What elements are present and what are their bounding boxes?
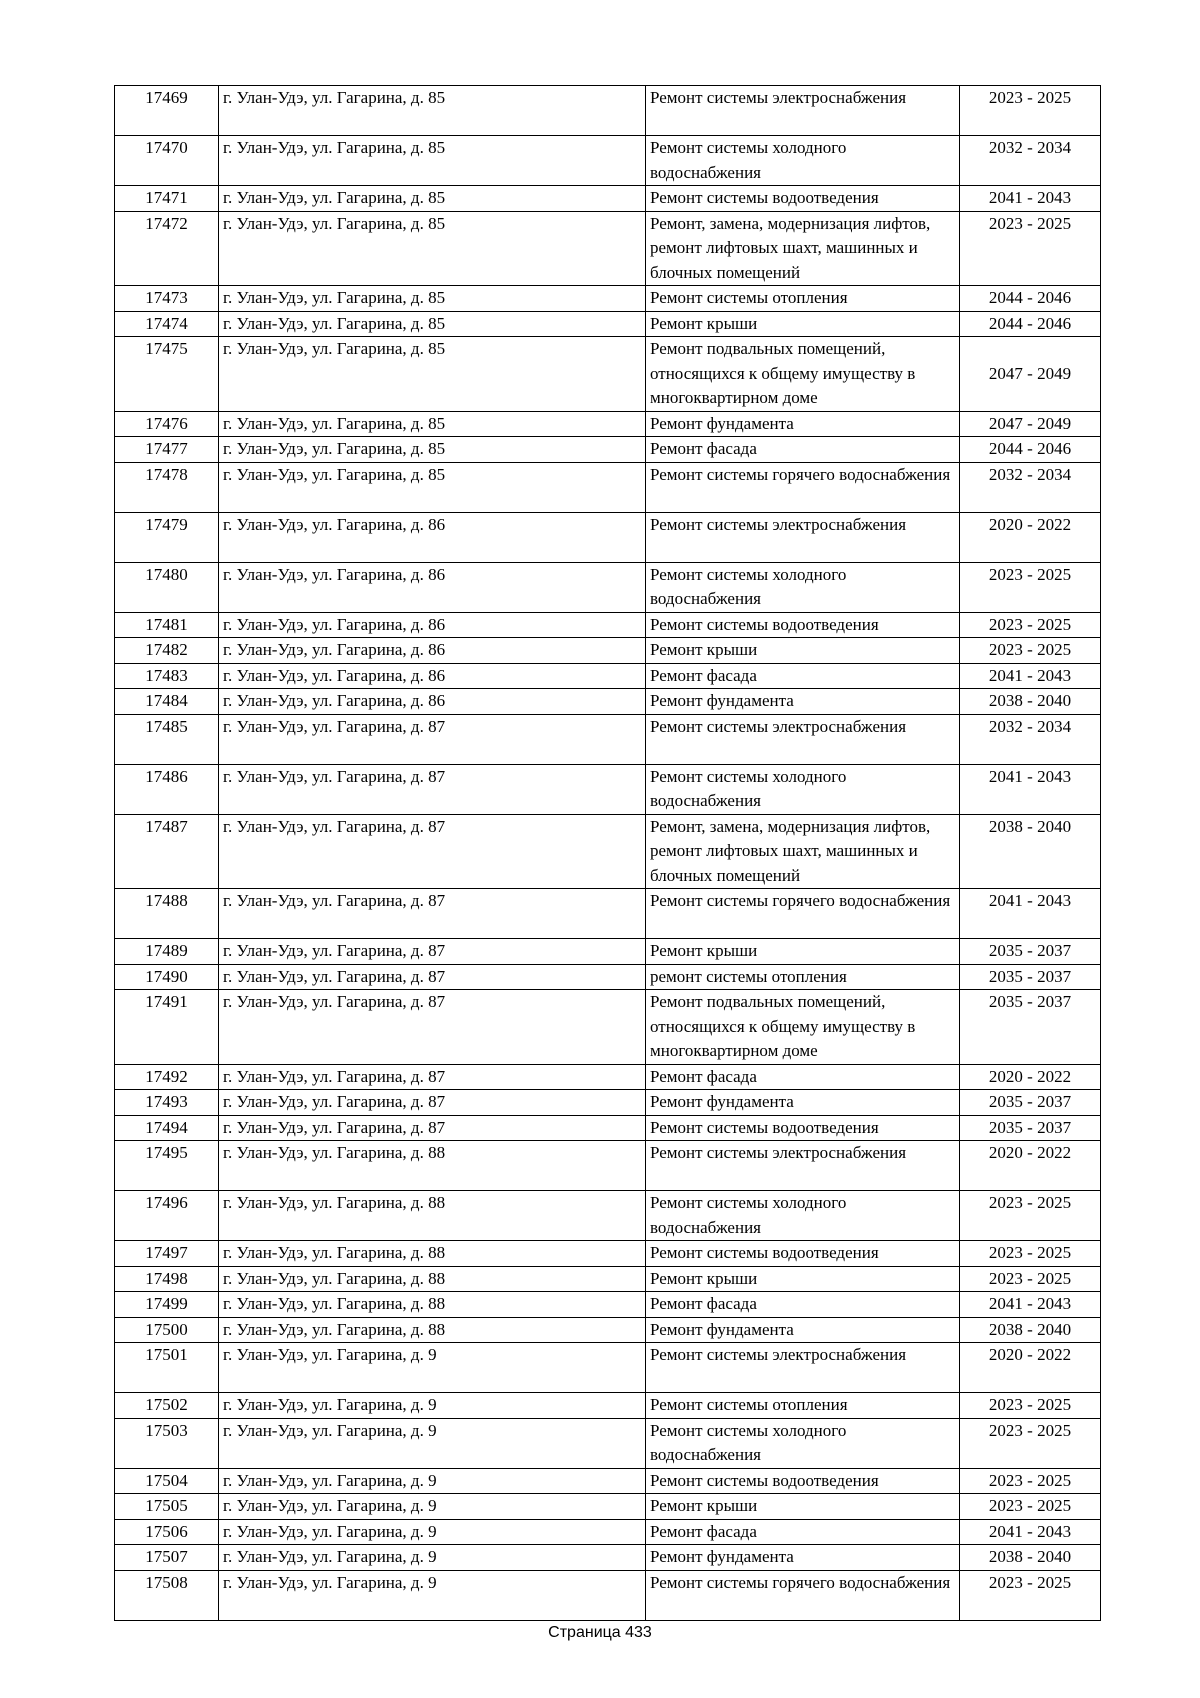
years-cell: 2038 - 2040 <box>960 814 1101 889</box>
work-type-cell: Ремонт системы водоотведения <box>646 1468 960 1494</box>
address-cell: г. Улан-Удэ, ул. Гагарина, д. 85 <box>219 411 646 437</box>
years-cell: 2020 - 2022 <box>960 512 1101 562</box>
work-type-cell: Ремонт фасада <box>646 437 960 463</box>
work-type-cell: Ремонт фундамента <box>646 411 960 437</box>
row-number-cell: 17483 <box>115 663 219 689</box>
row-number-cell: 17478 <box>115 462 219 512</box>
work-type-cell: Ремонт крыши <box>646 939 960 965</box>
table-row <box>115 814 1101 889</box>
years-cell: 2023 - 2025 <box>960 638 1101 664</box>
years-cell: 2035 - 2037 <box>960 964 1101 990</box>
address-cell: г. Улан-Удэ, ул. Гагарина, д. 88 <box>219 1292 646 1318</box>
address-cell: г. Улан-Удэ, ул. Гагарина, д. 85 <box>219 462 646 512</box>
address-cell: г. Улан-Удэ, ул. Гагарина, д. 87 <box>219 889 646 939</box>
address-cell: г. Улан-Удэ, ул. Гагарина, д. 9 <box>219 1494 646 1520</box>
years-cell: 2023 - 2025 <box>960 562 1101 612</box>
address-cell: г. Улан-Удэ, ул. Гагарина, д. 88 <box>219 1317 646 1343</box>
row-number-cell: 17487 <box>115 814 219 889</box>
row-number-cell: 17473 <box>115 286 219 312</box>
table-row <box>115 764 1101 814</box>
table-row <box>115 964 1101 990</box>
row-number-cell: 17494 <box>115 1115 219 1141</box>
row-number-cell: 17498 <box>115 1266 219 1292</box>
row-number-cell: 17471 <box>115 186 219 212</box>
years-cell: 2041 - 2043 <box>960 764 1101 814</box>
table-row <box>115 612 1101 638</box>
address-cell: г. Улан-Удэ, ул. Гагарина, д. 87 <box>219 814 646 889</box>
work-type-cell: Ремонт подвальных помещений, относящихся к общему имуществу в многоквартирном доме <box>646 990 960 1065</box>
years-cell: 2023 - 2025 <box>960 1494 1101 1520</box>
work-type-cell: Ремонт системы электроснабжения <box>646 86 960 136</box>
table-row <box>115 1545 1101 1571</box>
years-cell: 2020 - 2022 <box>960 1064 1101 1090</box>
table-body <box>115 86 1101 1621</box>
years-cell: 2023 - 2025 <box>960 86 1101 136</box>
row-number-cell: 17472 <box>115 211 219 286</box>
work-type-cell: Ремонт системы горячего водоснабжения <box>646 462 960 512</box>
years-cell: 2038 - 2040 <box>960 689 1101 715</box>
row-number-cell: 17485 <box>115 714 219 764</box>
address-cell: г. Улан-Удэ, ул. Гагарина, д. 9 <box>219 1343 646 1393</box>
row-number-cell: 17502 <box>115 1393 219 1419</box>
table-row <box>115 211 1101 286</box>
address-cell: г. Улан-Удэ, ул. Гагарина, д. 88 <box>219 1266 646 1292</box>
row-number-cell: 17469 <box>115 86 219 136</box>
row-number-cell: 17481 <box>115 612 219 638</box>
address-cell: г. Улан-Удэ, ул. Гагарина, д. 87 <box>219 964 646 990</box>
years-cell: 2023 - 2025 <box>960 1266 1101 1292</box>
address-cell: г. Улан-Удэ, ул. Гагарина, д. 9 <box>219 1393 646 1419</box>
work-type-cell: Ремонт системы холодного водоснабжения <box>646 1418 960 1468</box>
work-type-cell: Ремонт, замена, модернизация лифтов, ремонт лифтовых шахт, машинных и блочных помещений <box>646 814 960 889</box>
years-cell: 2023 - 2025 <box>960 1570 1101 1620</box>
table-row <box>115 512 1101 562</box>
row-number-cell: 17490 <box>115 964 219 990</box>
address-cell: г. Улан-Удэ, ул. Гагарина, д. 9 <box>219 1519 646 1545</box>
work-type-cell: Ремонт, замена, модернизация лифтов, ремонт лифтовых шахт, машинных и блочных помещений <box>646 211 960 286</box>
address-cell: г. Улан-Удэ, ул. Гагарина, д. 85 <box>219 86 646 136</box>
capital-repair-table <box>114 85 1101 1621</box>
work-type-cell: Ремонт фундамента <box>646 1317 960 1343</box>
work-type-cell: Ремонт системы холодного водоснабжения <box>646 562 960 612</box>
work-type-cell: Ремонт системы отопления <box>646 286 960 312</box>
table-row <box>115 714 1101 764</box>
table-row <box>115 286 1101 312</box>
table-row <box>115 1494 1101 1520</box>
work-type-cell: Ремонт системы холодного водоснабжения <box>646 764 960 814</box>
years-cell: 2032 - 2034 <box>960 714 1101 764</box>
table-row <box>115 1266 1101 1292</box>
work-type-cell: Ремонт крыши <box>646 1266 960 1292</box>
row-number-cell: 17480 <box>115 562 219 612</box>
address-cell: г. Улан-Удэ, ул. Гагарина, д. 85 <box>219 211 646 286</box>
table-row <box>115 939 1101 965</box>
table-row <box>115 1141 1101 1191</box>
address-cell: г. Улан-Удэ, ул. Гагарина, д. 85 <box>219 186 646 212</box>
work-type-cell: Ремонт фундамента <box>646 1545 960 1571</box>
work-type-cell: Ремонт системы горячего водоснабжения <box>646 889 960 939</box>
row-number-cell: 17508 <box>115 1570 219 1620</box>
work-type-cell: Ремонт системы горячего водоснабжения <box>646 1570 960 1620</box>
work-type-cell: Ремонт системы холодного водоснабжения <box>646 1191 960 1241</box>
row-number-cell: 17497 <box>115 1241 219 1267</box>
row-number-cell: 17486 <box>115 764 219 814</box>
years-cell: 2047 - 2049 <box>960 337 1101 412</box>
row-number-cell: 17470 <box>115 136 219 186</box>
work-type-cell: Ремонт фундамента <box>646 689 960 715</box>
years-cell: 2023 - 2025 <box>960 1191 1101 1241</box>
table-row <box>115 437 1101 463</box>
work-type-cell: Ремонт системы отопления <box>646 1393 960 1419</box>
work-type-cell: Ремонт крыши <box>646 1494 960 1520</box>
address-cell: г. Улан-Удэ, ул. Гагарина, д. 86 <box>219 562 646 612</box>
work-type-cell: Ремонт фасада <box>646 663 960 689</box>
address-cell: г. Улан-Удэ, ул. Гагарина, д. 85 <box>219 337 646 412</box>
work-type-cell: Ремонт системы водоотведения <box>646 1241 960 1267</box>
address-cell: г. Улан-Удэ, ул. Гагарина, д. 86 <box>219 689 646 715</box>
table-row <box>115 1115 1101 1141</box>
address-cell: г. Улан-Удэ, ул. Гагарина, д. 85 <box>219 136 646 186</box>
table-row <box>115 1519 1101 1545</box>
table-row <box>115 689 1101 715</box>
address-cell: г. Улан-Удэ, ул. Гагарина, д. 87 <box>219 1090 646 1116</box>
row-number-cell: 17474 <box>115 311 219 337</box>
row-number-cell: 17479 <box>115 512 219 562</box>
row-number-cell: 17475 <box>115 337 219 412</box>
table-row <box>115 411 1101 437</box>
row-number-cell: 17506 <box>115 1519 219 1545</box>
table-row <box>115 1393 1101 1419</box>
work-type-cell: Ремонт системы водоотведения <box>646 1115 960 1141</box>
row-number-cell: 17499 <box>115 1292 219 1318</box>
years-cell: 2035 - 2037 <box>960 990 1101 1065</box>
table-row <box>115 136 1101 186</box>
table-row <box>115 562 1101 612</box>
years-cell: 2023 - 2025 <box>960 1241 1101 1267</box>
work-type-cell: Ремонт фундамента <box>646 1090 960 1116</box>
years-cell: 2041 - 2043 <box>960 1519 1101 1545</box>
years-cell: 2041 - 2043 <box>960 889 1101 939</box>
address-cell: г. Улан-Удэ, ул. Гагарина, д. 87 <box>219 990 646 1065</box>
table-row <box>115 990 1101 1065</box>
table-row <box>115 462 1101 512</box>
row-number-cell: 17476 <box>115 411 219 437</box>
years-cell: 2032 - 2034 <box>960 462 1101 512</box>
table-row <box>115 1418 1101 1468</box>
work-type-cell: Ремонт крыши <box>646 638 960 664</box>
work-type-cell: Ремонт подвальных помещений, относящихся к общему имуществу в многоквартирном доме <box>646 337 960 412</box>
years-cell: 2023 - 2025 <box>960 1418 1101 1468</box>
address-cell: г. Улан-Удэ, ул. Гагарина, д. 88 <box>219 1241 646 1267</box>
row-number-cell: 17489 <box>115 939 219 965</box>
row-number-cell: 17488 <box>115 889 219 939</box>
years-cell: 2044 - 2046 <box>960 437 1101 463</box>
row-number-cell: 17501 <box>115 1343 219 1393</box>
table-row <box>115 311 1101 337</box>
table-row <box>115 1090 1101 1116</box>
years-cell: 2020 - 2022 <box>960 1141 1101 1191</box>
page-number: Страница 433 <box>548 1624 652 1641</box>
work-type-cell: Ремонт фасада <box>646 1292 960 1318</box>
address-cell: г. Улан-Удэ, ул. Гагарина, д. 86 <box>219 663 646 689</box>
address-cell: г. Улан-Удэ, ул. Гагарина, д. 86 <box>219 512 646 562</box>
address-cell: г. Улан-Удэ, ул. Гагарина, д. 86 <box>219 638 646 664</box>
address-cell: г. Улан-Удэ, ул. Гагарина, д. 88 <box>219 1191 646 1241</box>
years-cell: 2044 - 2046 <box>960 286 1101 312</box>
years-cell: 2032 - 2034 <box>960 136 1101 186</box>
table-row <box>115 1292 1101 1318</box>
table-row <box>115 1317 1101 1343</box>
row-number-cell: 17477 <box>115 437 219 463</box>
row-number-cell: 17504 <box>115 1468 219 1494</box>
table-row <box>115 1191 1101 1241</box>
table-row <box>115 337 1101 412</box>
work-type-cell: Ремонт системы электроснабжения <box>646 1343 960 1393</box>
years-cell: 2023 - 2025 <box>960 1393 1101 1419</box>
address-cell: г. Улан-Удэ, ул. Гагарина, д. 9 <box>219 1545 646 1571</box>
table-row <box>115 1468 1101 1494</box>
address-cell: г. Улан-Удэ, ул. Гагарина, д. 87 <box>219 1115 646 1141</box>
table-row <box>115 889 1101 939</box>
address-cell: г. Улан-Удэ, ул. Гагарина, д. 85 <box>219 437 646 463</box>
work-type-cell: ремонт системы отопления <box>646 964 960 990</box>
years-cell: 2041 - 2043 <box>960 663 1101 689</box>
row-number-cell: 17495 <box>115 1141 219 1191</box>
work-type-cell: Ремонт фасада <box>646 1519 960 1545</box>
row-number-cell: 17482 <box>115 638 219 664</box>
table-row <box>115 86 1101 136</box>
row-number-cell: 17507 <box>115 1545 219 1571</box>
table-row <box>115 1343 1101 1393</box>
years-cell: 2035 - 2037 <box>960 939 1101 965</box>
row-number-cell: 17492 <box>115 1064 219 1090</box>
years-cell: 2041 - 2043 <box>960 1292 1101 1318</box>
work-type-cell: Ремонт системы электроснабжения <box>646 714 960 764</box>
work-type-cell: Ремонт системы водоотведения <box>646 612 960 638</box>
table-row <box>115 638 1101 664</box>
table-row <box>115 186 1101 212</box>
address-cell: г. Улан-Удэ, ул. Гагарина, д. 87 <box>219 939 646 965</box>
years-cell: 2023 - 2025 <box>960 211 1101 286</box>
address-cell: г. Улан-Удэ, ул. Гагарина, д. 85 <box>219 311 646 337</box>
address-cell: г. Улан-Удэ, ул. Гагарина, д. 87 <box>219 764 646 814</box>
address-cell: г. Улан-Удэ, ул. Гагарина, д. 9 <box>219 1418 646 1468</box>
address-cell: г. Улан-Удэ, ул. Гагарина, д. 9 <box>219 1468 646 1494</box>
years-cell: 2023 - 2025 <box>960 1468 1101 1494</box>
row-number-cell: 17503 <box>115 1418 219 1468</box>
years-cell: 2035 - 2037 <box>960 1115 1101 1141</box>
years-cell: 2041 - 2043 <box>960 186 1101 212</box>
table-row <box>115 1064 1101 1090</box>
work-type-cell: Ремонт системы электроснабжения <box>646 512 960 562</box>
work-type-cell: Ремонт фасада <box>646 1064 960 1090</box>
work-type-cell: Ремонт системы холодного водоснабжения <box>646 136 960 186</box>
address-cell: г. Улан-Удэ, ул. Гагарина, д. 85 <box>219 286 646 312</box>
years-cell: 2023 - 2025 <box>960 612 1101 638</box>
row-number-cell: 17491 <box>115 990 219 1065</box>
years-cell: 2035 - 2037 <box>960 1090 1101 1116</box>
years-cell: 2038 - 2040 <box>960 1545 1101 1571</box>
work-type-cell: Ремонт системы водоотведения <box>646 186 960 212</box>
table-row <box>115 663 1101 689</box>
row-number-cell: 17505 <box>115 1494 219 1520</box>
row-number-cell: 17493 <box>115 1090 219 1116</box>
years-cell: 2020 - 2022 <box>960 1343 1101 1393</box>
table-row <box>115 1570 1101 1620</box>
table-row <box>115 1241 1101 1267</box>
address-cell: г. Улан-Удэ, ул. Гагарина, д. 88 <box>219 1141 646 1191</box>
address-cell: г. Улан-Удэ, ул. Гагарина, д. 86 <box>219 612 646 638</box>
row-number-cell: 17484 <box>115 689 219 715</box>
address-cell: г. Улан-Удэ, ул. Гагарина, д. 87 <box>219 714 646 764</box>
address-cell: г. Улан-Удэ, ул. Гагарина, д. 9 <box>219 1570 646 1620</box>
work-type-cell: Ремонт крыши <box>646 311 960 337</box>
years-cell: 2047 - 2049 <box>960 411 1101 437</box>
work-type-cell: Ремонт системы электроснабжения <box>646 1141 960 1191</box>
years-cell: 2044 - 2046 <box>960 311 1101 337</box>
address-cell: г. Улан-Удэ, ул. Гагарина, д. 87 <box>219 1064 646 1090</box>
years-cell: 2038 - 2040 <box>960 1317 1101 1343</box>
row-number-cell: 17500 <box>115 1317 219 1343</box>
row-number-cell: 17496 <box>115 1191 219 1241</box>
